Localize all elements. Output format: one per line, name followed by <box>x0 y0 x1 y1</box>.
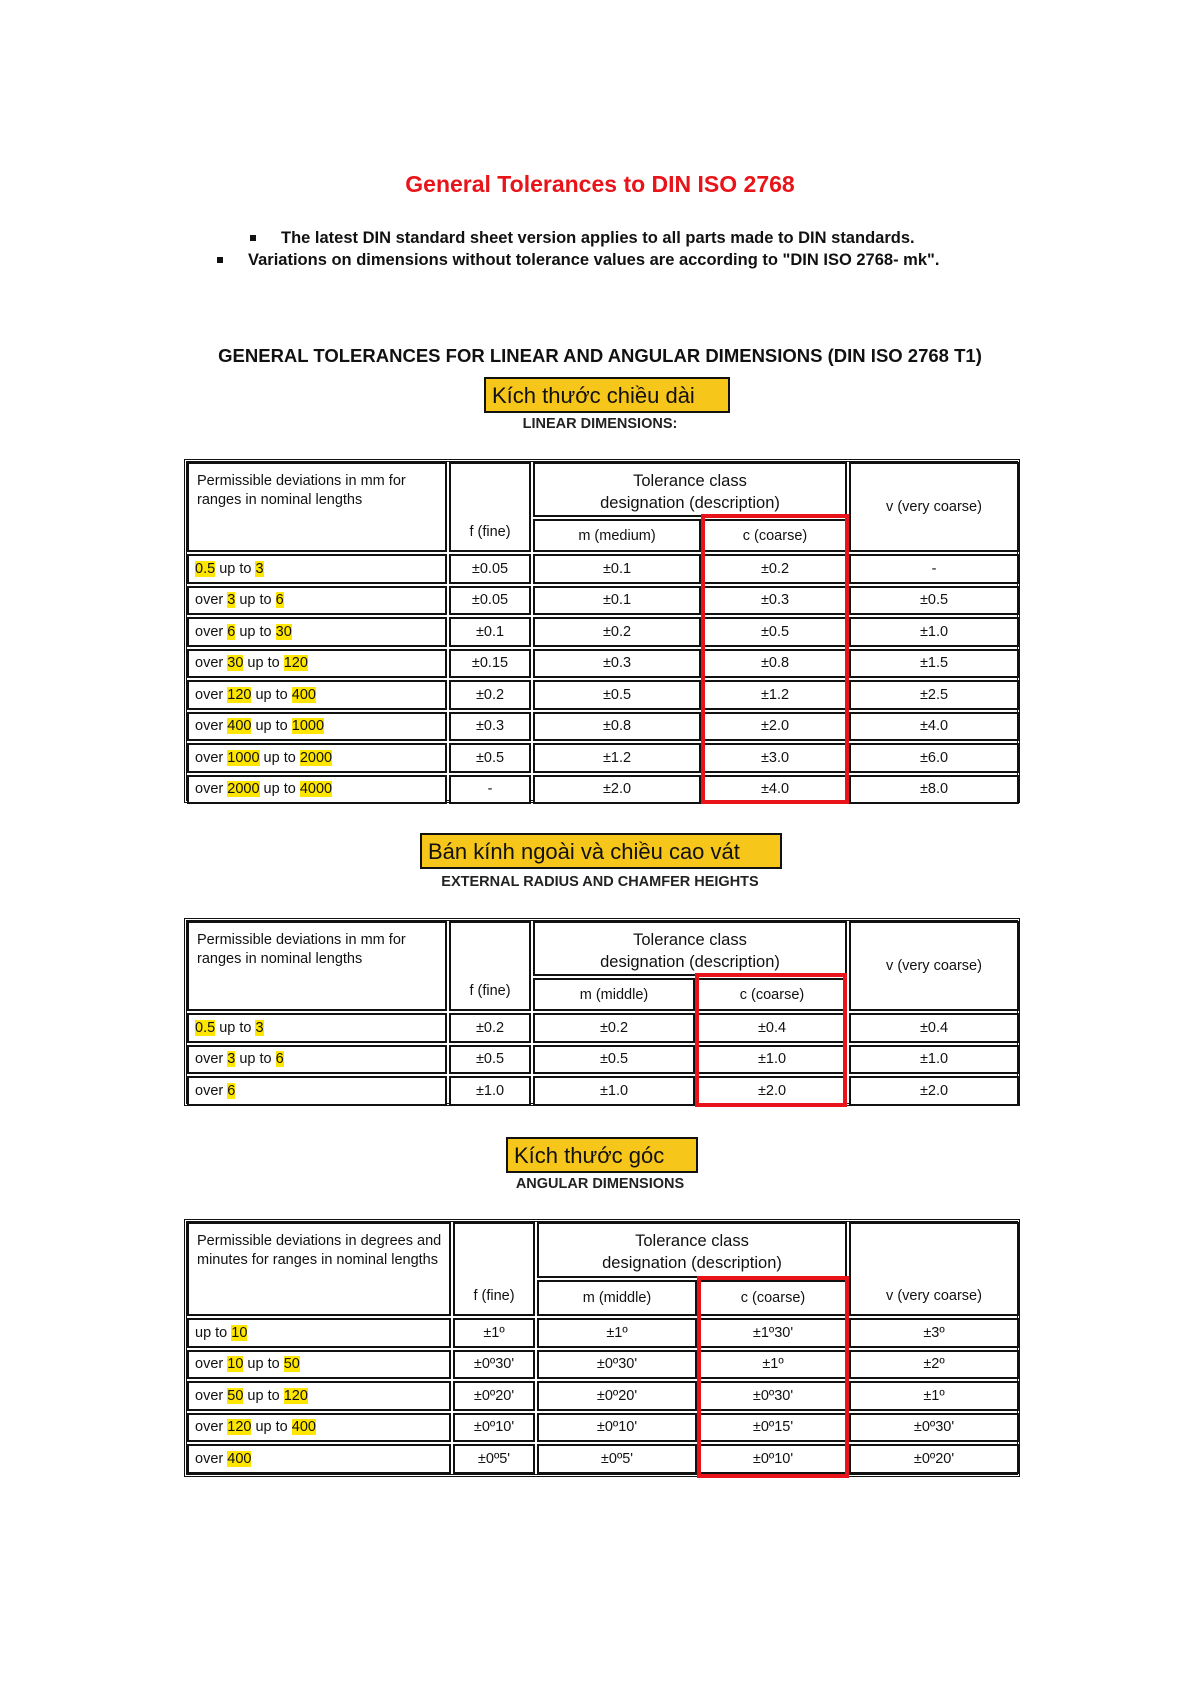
value-cell-m: ±0.2 <box>533 617 701 647</box>
range-prefix: over <box>195 623 228 640</box>
value-cell-c: ±3.0 <box>703 743 847 773</box>
value-cell-f: ±0º5' <box>453 1444 535 1474</box>
value-cell-m: ±1.2 <box>533 743 701 773</box>
bullet-text: Variations on dimensions without tolerance values are according to "DIN ISO 2768- mk". <box>248 251 940 269</box>
value-cell-m: ±1º <box>537 1318 697 1348</box>
bullet-marker <box>250 235 256 241</box>
bullet-item-1 <box>281 229 915 248</box>
range-to: 120 <box>283 1387 308 1404</box>
header-fine: f (fine) <box>453 1222 535 1316</box>
value-cell-m: ±2.0 <box>533 775 701 805</box>
range-prefix: up to <box>195 1324 232 1341</box>
range-from: 400 <box>227 718 252 735</box>
range-cell <box>187 649 447 679</box>
value-cell-v: ±0º30' <box>849 1413 1019 1443</box>
value-cell-v: ±0.4 <box>849 1013 1019 1043</box>
range-cell <box>187 775 447 805</box>
range-connector: up to <box>235 592 276 609</box>
range-to: 120 <box>283 655 308 672</box>
value-cell-v: ±0º20' <box>849 1444 1019 1474</box>
range-to: 1000 <box>291 718 325 735</box>
value-cell-f: ±0.05 <box>449 586 531 616</box>
header-tolerance-class-line-1: Tolerance class <box>633 472 747 490</box>
range-connector: up to <box>235 1051 276 1068</box>
value-cell-m: ±1.0 <box>533 1076 695 1106</box>
value-cell-f: ±1º <box>453 1318 535 1348</box>
range-from: 0.5 <box>195 1019 216 1036</box>
range-to: 400 <box>291 686 316 703</box>
range-cell <box>187 554 447 584</box>
value-cell-v: ±2.5 <box>849 680 1019 710</box>
value-cell-m: ±0.1 <box>533 554 701 584</box>
range-from: 30 <box>227 655 244 672</box>
value-cell-m: ±0.5 <box>533 680 701 710</box>
range-connector: up to <box>251 718 292 735</box>
range-cell <box>187 1381 451 1411</box>
range-connector: up to <box>259 749 300 766</box>
range-from: 400 <box>227 1450 252 1467</box>
section-heading: GENERAL TOLERANCES FOR LINEAR AND ANGULAR DIMENSIONS (DIN ISO 2768 T1) <box>218 345 982 366</box>
header-class-c: c (coarse) <box>703 519 847 552</box>
value-cell-f: ±1.0 <box>449 1076 531 1106</box>
header-tolerance-class-line-1: Tolerance class <box>635 1232 749 1250</box>
range-prefix: over <box>195 592 228 609</box>
linear-vietnamese-label: Kích thước chiều dài <box>484 377 730 413</box>
value-cell-m: ±0º30' <box>537 1350 697 1380</box>
header-class-m: m (medium) <box>533 519 701 552</box>
value-cell-c: ±0.8 <box>703 649 847 679</box>
value-cell-f: ±0.5 <box>449 1045 531 1075</box>
range-cell <box>187 1444 451 1474</box>
header-class-c: c (coarse) <box>697 978 847 1011</box>
value-cell-v: ±8.0 <box>849 775 1019 805</box>
range-to: 400 <box>291 1419 316 1436</box>
header-fine: f (fine) <box>449 921 531 1011</box>
range-from: 1000 <box>227 749 260 766</box>
value-cell-c: ±1.2 <box>703 680 847 710</box>
value-cell-v: ±2.0 <box>849 1076 1019 1106</box>
header-tolerance-class <box>533 921 847 976</box>
range-from: 10 <box>227 1356 244 1373</box>
range-from: 120 <box>227 686 252 703</box>
range-connector: up to <box>243 655 284 672</box>
range-cell <box>187 712 447 742</box>
value-cell-m: ±0º20' <box>537 1381 697 1411</box>
value-cell-m: ±0.5 <box>533 1045 695 1075</box>
angular-dimensions-table <box>184 1219 1020 1477</box>
range-prefix: over <box>195 686 228 703</box>
value-cell-c: ±0º15' <box>699 1413 847 1443</box>
range-cell <box>187 1350 451 1380</box>
value-cell-f: ±0º30' <box>453 1350 535 1380</box>
range-cell <box>187 1076 447 1106</box>
range-cell <box>187 680 447 710</box>
value-cell-c: ±0º10' <box>699 1444 847 1474</box>
radius-vietnamese-label: Bán kính ngoài và chiều cao vát <box>420 833 782 869</box>
range-cell <box>187 1413 451 1443</box>
value-cell-v: - <box>849 554 1019 584</box>
range-connector: up to <box>251 1419 292 1436</box>
bullet-marker <box>217 257 223 263</box>
value-cell-v: ±1.0 <box>849 1045 1019 1075</box>
header-permissible-deviations: Permissible deviations in mm for ranges in nominal lengths <box>187 921 447 1011</box>
range-connector: up to <box>215 1019 256 1036</box>
header-permissible-deviations: Permissible deviations in degrees and minutes for ranges in nominal lengths <box>187 1222 451 1316</box>
range-connector: up to <box>243 1387 284 1404</box>
bullet-text: The latest DIN standard sheet version applies to all parts made to DIN standards. <box>281 229 915 247</box>
angular-caption: ANGULAR DIMENSIONS <box>515 1176 685 1192</box>
range-prefix: over <box>195 1356 228 1373</box>
range-to: 4000 <box>299 781 333 798</box>
value-cell-v: ±1º <box>849 1381 1019 1411</box>
value-cell-f: ±0.2 <box>449 1013 531 1043</box>
range-from: 50 <box>227 1387 244 1404</box>
value-cell-c: ±1º30' <box>699 1318 847 1348</box>
range-prefix: over <box>195 655 228 672</box>
document-title: General Tolerances to DIN ISO 2768 <box>405 171 795 197</box>
header-fine: f (fine) <box>449 462 531 552</box>
value-cell-f: - <box>449 775 531 805</box>
radius-chamfer-table <box>184 918 1020 1106</box>
range-connector: up to <box>215 560 256 577</box>
value-cell-m: ±0.3 <box>533 649 701 679</box>
range-prefix: over <box>195 718 228 735</box>
value-cell-m: ±0.8 <box>533 712 701 742</box>
linear-dimensions-table <box>184 459 1020 803</box>
header-very-coarse: v (very coarse) <box>849 921 1019 1011</box>
value-cell-c: ±0.5 <box>703 617 847 647</box>
range-cell <box>187 1045 447 1075</box>
value-cell-f: ±0.1 <box>449 617 531 647</box>
header-class-c: c (coarse) <box>699 1280 847 1316</box>
value-cell-f: ±0.3 <box>449 712 531 742</box>
header-tolerance-class-line-2: designation (description) <box>600 953 780 971</box>
range-cell <box>187 586 447 616</box>
value-cell-v: ±6.0 <box>849 743 1019 773</box>
value-cell-c: ±4.0 <box>703 775 847 805</box>
value-cell-m: ±0.1 <box>533 586 701 616</box>
range-cell <box>187 1318 451 1348</box>
value-cell-f: ±0º10' <box>453 1413 535 1443</box>
header-tolerance-class-line-2: designation (description) <box>600 494 780 512</box>
header-class-m: m (middle) <box>533 978 695 1011</box>
range-from: 6 <box>227 623 236 640</box>
range-prefix: over <box>195 1419 228 1436</box>
header-tolerance-class <box>533 462 847 517</box>
range-from: 0.5 <box>195 560 216 577</box>
value-cell-v: ±1.5 <box>849 649 1019 679</box>
value-cell-f: ±0º20' <box>453 1381 535 1411</box>
range-cell <box>187 1013 447 1043</box>
header-permissible-deviations: Permissible deviations in mm for ranges in nominal lengths <box>187 462 447 552</box>
range-from: 3 <box>227 1051 236 1068</box>
range-prefix: over <box>195 781 228 798</box>
header-tolerance-class-line-1: Tolerance class <box>633 931 747 949</box>
range-connector: up to <box>235 623 276 640</box>
range-to: 6 <box>275 592 284 609</box>
range-to: 50 <box>283 1356 300 1373</box>
header-very-coarse: v (very coarse) <box>849 462 1019 552</box>
value-cell-c: ±1.0 <box>697 1045 847 1075</box>
range-prefix: over <box>195 1387 228 1404</box>
range-prefix: over <box>195 1450 228 1467</box>
range-connector: up to <box>251 686 292 703</box>
range-cell <box>187 743 447 773</box>
value-cell-v: ±2º <box>849 1350 1019 1380</box>
range-from: 10 <box>231 1324 248 1341</box>
header-class-m: m (middle) <box>537 1280 697 1316</box>
range-prefix: over <box>195 1082 228 1099</box>
value-cell-c: ±0.3 <box>703 586 847 616</box>
range-prefix: over <box>195 1051 228 1068</box>
header-tolerance-class-line-2: designation (description) <box>602 1254 782 1272</box>
range-to: 2000 <box>299 749 333 766</box>
value-cell-f: ±0.15 <box>449 649 531 679</box>
value-cell-c: ±0.2 <box>703 554 847 584</box>
value-cell-f: ±0.2 <box>449 680 531 710</box>
linear-caption: LINEAR DIMENSIONS: <box>522 416 678 432</box>
range-to: 3 <box>255 1019 264 1036</box>
value-cell-v: ±0.5 <box>849 586 1019 616</box>
value-cell-f: ±0.5 <box>449 743 531 773</box>
bullet-item-2 <box>248 251 939 270</box>
radius-caption: EXTERNAL RADIUS AND CHAMFER HEIGHTS <box>441 874 759 890</box>
range-connector: up to <box>243 1356 284 1373</box>
value-cell-f: ±0.05 <box>449 554 531 584</box>
value-cell-v: ±3º <box>849 1318 1019 1348</box>
value-cell-c: ±0º30' <box>699 1381 847 1411</box>
value-cell-v: ±1.0 <box>849 617 1019 647</box>
value-cell-v: ±4.0 <box>849 712 1019 742</box>
value-cell-c: ±2.0 <box>697 1076 847 1106</box>
range-cell <box>187 617 447 647</box>
value-cell-c: ±0.4 <box>697 1013 847 1043</box>
range-connector: up to <box>259 781 300 798</box>
value-cell-m: ±0.2 <box>533 1013 695 1043</box>
header-tolerance-class <box>537 1222 847 1278</box>
value-cell-c: ±2.0 <box>703 712 847 742</box>
value-cell-m: ±0º5' <box>537 1444 697 1474</box>
value-cell-c: ±1º <box>699 1350 847 1380</box>
range-from: 3 <box>227 592 236 609</box>
angular-vietnamese-label: Kích thước góc <box>506 1137 698 1173</box>
range-prefix: over <box>195 749 228 766</box>
range-from: 120 <box>227 1419 252 1436</box>
header-very-coarse: v (very coarse) <box>849 1222 1019 1316</box>
range-to: 3 <box>255 560 264 577</box>
range-to: 6 <box>275 1051 284 1068</box>
range-from: 2000 <box>227 781 260 798</box>
range-to: 30 <box>275 623 292 640</box>
range-from: 6 <box>227 1082 236 1099</box>
value-cell-m: ±0º10' <box>537 1413 697 1443</box>
